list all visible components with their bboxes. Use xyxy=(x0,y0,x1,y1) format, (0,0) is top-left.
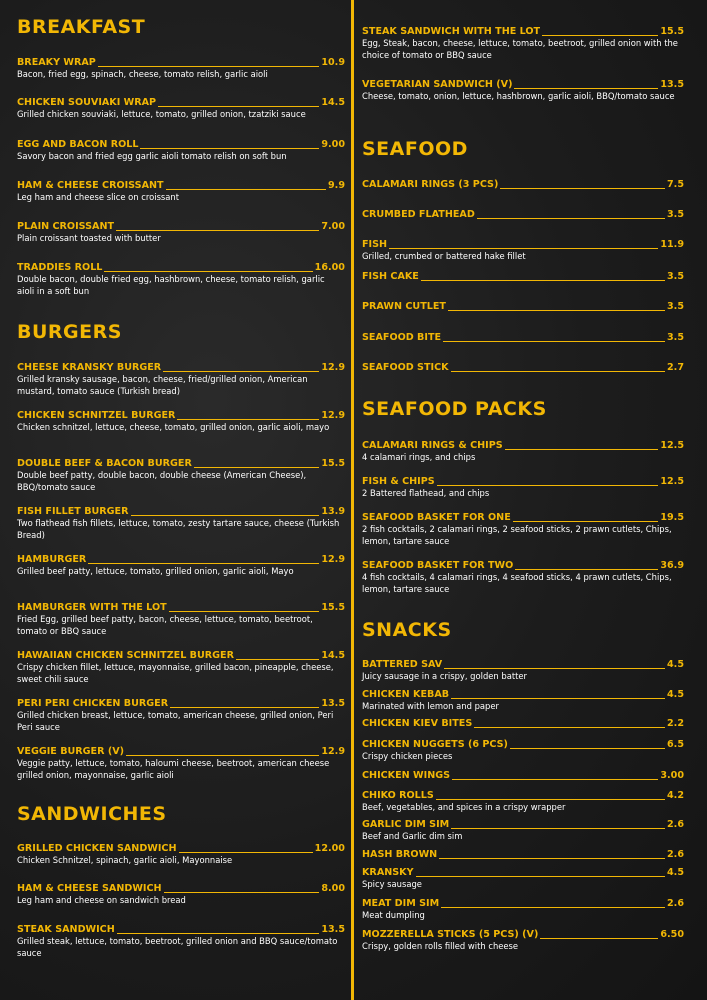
menu-item-header xyxy=(362,511,684,523)
item-name: HAM & CHEESE SANDWICH xyxy=(17,883,162,895)
leader-line xyxy=(505,449,659,450)
item-name: CHICKEN KEBAB xyxy=(362,689,450,701)
leader-line xyxy=(98,66,320,67)
menu-item-chicken-schnitzel-burger xyxy=(17,409,345,434)
item-description: Crispy chicken pieces xyxy=(362,751,453,761)
item-description: 4 fish cocktails, 4 calamari rings, 4 seafood sticks, 4 prawn cutlets, Chips, lemon, tartare sauce xyxy=(362,572,672,594)
menu-item-fish-cake xyxy=(362,270,684,282)
item-name: DOUBLE BEEF & BACON BURGER xyxy=(17,458,192,470)
item-price: 10.9 xyxy=(321,57,345,69)
menu-item-header xyxy=(362,866,684,878)
item-description: Juicy sausage in a crispy, golden batter xyxy=(362,671,528,681)
menu-item-seafood-bite xyxy=(362,331,684,343)
leader-line xyxy=(477,218,665,219)
section-title-breakfast: BREAKFAST xyxy=(17,16,146,38)
item-name: EGG AND BACON ROLL xyxy=(17,139,139,151)
item-price: 12.5 xyxy=(660,440,684,452)
item-name: VEGETARIAN SANDWICH (V) xyxy=(362,79,513,91)
leader-line xyxy=(88,563,319,564)
item-name: SEAFOOD STICK xyxy=(362,362,449,374)
column-divider xyxy=(351,0,354,1000)
menu-item-header xyxy=(17,409,345,421)
leader-line xyxy=(474,727,665,728)
item-name: HASH BROWN xyxy=(362,849,438,861)
menu-item-header xyxy=(362,559,684,571)
leader-line xyxy=(179,852,313,853)
menu-item-header xyxy=(362,238,684,250)
item-description: Cheese, tomato, onion, lettuce, hashbrown, garlic aioli, BBQ/tomato sauce xyxy=(362,91,675,101)
item-price: 2.6 xyxy=(667,819,684,831)
item-price: 2.6 xyxy=(667,849,684,861)
section-title-burgers: BURGERS xyxy=(17,321,122,343)
section-title-seafood: SEAFOOD xyxy=(362,138,468,160)
menu-item-header xyxy=(362,78,684,90)
item-price: 12.9 xyxy=(321,554,345,566)
item-description: Meat dumpling xyxy=(362,910,425,920)
item-price: 9.00 xyxy=(321,139,345,151)
item-price: 6.50 xyxy=(660,929,684,941)
item-description: 2 fish cocktails, 2 calamari rings, 2 seafood sticks, 2 prawn cutlets, Chips, lemon, tartare sauce xyxy=(362,524,672,546)
menu-item-header xyxy=(362,178,684,190)
menu-item-header xyxy=(362,688,684,700)
item-description: Chicken schnitzel, lettuce, cheese, tomato, grilled onion, garlic aioli, mayo xyxy=(17,422,330,432)
menu-item-header xyxy=(17,842,345,854)
menu-item-peri-peri-chicken-burger xyxy=(17,697,345,733)
leader-line xyxy=(421,280,665,281)
menu-item-calamari-rings-chips xyxy=(362,439,684,464)
item-name: FISH FILLET BURGER xyxy=(17,506,129,518)
item-name: CHIKO ROLLS xyxy=(362,790,434,802)
item-price: 3.5 xyxy=(667,301,684,313)
item-description: Beef and Garlic dim sim xyxy=(362,831,463,841)
item-name: CHICKEN KIEV BITES xyxy=(362,718,473,730)
menu-item-header xyxy=(17,361,345,373)
item-price: 13.5 xyxy=(321,698,345,710)
leader-line xyxy=(451,371,665,372)
menu-item-fish-chips xyxy=(362,475,684,500)
menu-item-ham-cheese-croissant xyxy=(17,179,345,204)
item-description: Veggie patty, lettuce, tomato, haloumi cheese, beetroot, american cheese grilled onion, mayonnaise, garlic aioli xyxy=(17,758,330,780)
item-price: 3.00 xyxy=(660,770,684,782)
menu-item-breaky-wrap xyxy=(17,56,345,81)
section-title-seafood-packs: SEAFOOD PACKS xyxy=(362,398,547,420)
leader-line xyxy=(443,341,665,342)
item-description: Egg, Steak, bacon, cheese, lettuce, tomato, beetroot, grilled onion with the choice of tomato or BBQ sauce xyxy=(362,38,678,60)
item-price: 3.5 xyxy=(667,209,684,221)
item-price: 15.5 xyxy=(321,458,345,470)
leader-line xyxy=(451,828,665,829)
menu-item-header xyxy=(17,457,345,469)
menu-item-header xyxy=(362,818,684,830)
menu-item-header xyxy=(362,300,684,312)
item-name: PLAIN CROISSANT xyxy=(17,221,115,233)
menu-item-header xyxy=(17,179,345,191)
item-price: 4.5 xyxy=(667,659,684,671)
leader-line xyxy=(177,419,319,420)
leader-line xyxy=(510,748,665,749)
leader-line xyxy=(131,515,320,516)
item-price: 4.5 xyxy=(667,867,684,879)
item-price: 3.5 xyxy=(667,271,684,283)
menu-item-header xyxy=(362,331,684,343)
menu-item-chicken-kebab xyxy=(362,688,684,713)
item-price: 4.2 xyxy=(667,790,684,802)
item-name: FISH & CHIPS xyxy=(362,476,435,488)
menu-item-header xyxy=(17,923,345,935)
item-price: 13.5 xyxy=(660,79,684,91)
item-price: 12.00 xyxy=(314,843,345,855)
menu-item-header xyxy=(17,220,345,232)
menu-item-header xyxy=(17,882,345,894)
item-price: 2.2 xyxy=(667,718,684,730)
item-price: 14.5 xyxy=(321,97,345,109)
menu-item-header xyxy=(17,745,345,757)
menu-item-chicken-nuggets-6-pcs xyxy=(362,738,684,763)
item-name: CALAMARI RINGS (3 PCS) xyxy=(362,179,499,191)
menu-item-header xyxy=(362,25,684,37)
item-name: PERI PERI CHICKEN BURGER xyxy=(17,698,169,710)
item-price: 12.9 xyxy=(321,410,345,422)
item-description: Grilled chicken breast, lettuce, tomato, american cheese, grilled onion, Peri Peri sauce xyxy=(17,710,334,732)
leader-line xyxy=(448,310,665,311)
item-name: SEAFOOD BASKET FOR TWO xyxy=(362,560,514,572)
item-price: 4.5 xyxy=(667,689,684,701)
leader-line xyxy=(166,189,326,190)
menu-item-header xyxy=(362,270,684,282)
item-price: 14.5 xyxy=(321,650,345,662)
menu-item-header xyxy=(17,601,345,613)
menu-item-header xyxy=(17,505,345,517)
leader-line xyxy=(437,485,659,486)
item-description: 4 calamari rings, and chips xyxy=(362,452,476,462)
leader-line xyxy=(416,876,665,877)
menu-item-chicken-kiev-bites xyxy=(362,717,684,729)
leader-line xyxy=(117,933,320,934)
menu-item-header xyxy=(17,649,345,661)
leader-line xyxy=(436,799,665,800)
item-description: Leg ham and cheese slice on croissant xyxy=(17,192,180,202)
menu-item-chicken-wings xyxy=(362,769,684,781)
item-description: Plain croissant toasted with butter xyxy=(17,233,161,243)
leader-line xyxy=(514,88,658,89)
leader-line xyxy=(236,659,319,660)
menu-item-header xyxy=(17,96,345,108)
menu-item-chiko-rolls xyxy=(362,789,684,814)
item-description: Fried Egg, grilled beef patty, bacon, cheese, lettuce, tomato, beetroot, tomato or BBQ sauce xyxy=(17,614,313,636)
item-name: TRADDIES ROLL xyxy=(17,262,103,274)
item-description: Two flathead fish fillets, lettuce, tomato, zesty tartare sauce, cheese (Turkish Bread) xyxy=(17,518,340,540)
menu-item-header xyxy=(362,928,684,940)
menu-item-seafood-basket-for-one xyxy=(362,511,684,547)
menu-item-fish xyxy=(362,238,684,263)
item-name: MOZZERELLA STICKS (5 PCS) (V) xyxy=(362,929,539,941)
item-name: FISH CAKE xyxy=(362,271,419,283)
menu-item-header xyxy=(362,769,684,781)
item-price: 8.00 xyxy=(321,883,345,895)
menu-item-header xyxy=(362,717,684,729)
menu-item-battered-sav xyxy=(362,658,684,683)
item-price: 36.9 xyxy=(660,560,684,572)
item-name: STEAK SANDWICH xyxy=(17,924,115,936)
leader-line xyxy=(126,755,319,756)
leader-line xyxy=(104,271,312,272)
leader-line xyxy=(158,106,319,107)
item-description: Grilled chicken souviaki, lettuce, tomato, grilled onion, tzatziki sauce xyxy=(17,109,306,119)
menu-item-header xyxy=(362,658,684,670)
item-description: Savory bacon and fried egg garlic aioli tomato relish on soft bun xyxy=(17,151,287,161)
item-description: Crispy, golden rolls filled with cheese xyxy=(362,941,519,951)
section-title-sandwiches: SANDWICHES xyxy=(17,803,167,825)
menu-item-chicken-souviaki-wrap xyxy=(17,96,345,121)
menu-item-mozzerella-sticks-5-pcs-v xyxy=(362,928,684,953)
item-description: Grilled, crumbed or battered hake fillet xyxy=(362,251,526,261)
item-price: 13.5 xyxy=(321,924,345,936)
item-price: 6.5 xyxy=(667,739,684,751)
leader-line xyxy=(540,938,658,939)
leader-line xyxy=(451,698,665,699)
item-name: HAMBURGER xyxy=(17,554,87,566)
item-price: 11.9 xyxy=(660,239,684,251)
item-name: VEGGIE BURGER (V) xyxy=(17,746,125,758)
menu-item-garlic-dim-sim xyxy=(362,818,684,843)
item-description: Spicy sausage xyxy=(362,879,422,889)
menu-item-header xyxy=(362,897,684,909)
item-price: 12.9 xyxy=(321,746,345,758)
item-name: HAMBURGER WITH THE LOT xyxy=(17,602,167,614)
menu-item-steak-sandwich xyxy=(17,923,345,959)
leader-line xyxy=(515,569,658,570)
menu-item-header xyxy=(17,56,345,68)
item-description: Grilled steak, lettuce, tomato, beetroot, grilled onion and BBQ sauce/tomato sauce xyxy=(17,936,338,958)
item-name: HAWAIIAN CHICKEN SCHNITZEL BURGER xyxy=(17,650,234,662)
menu-item-ham-cheese-sandwich xyxy=(17,882,345,907)
item-name: CRUMBED FLATHEAD xyxy=(362,209,475,221)
item-name: CHEESE KRANSKY BURGER xyxy=(17,362,162,374)
menu-item-header xyxy=(17,138,345,150)
item-description: Double beef patty, double bacon, double cheese (American Cheese), BBQ/tomato sauce xyxy=(17,470,307,492)
item-name: CALAMARI RINGS & CHIPS xyxy=(362,440,503,452)
item-name: SEAFOOD BITE xyxy=(362,332,442,344)
menu-item-header xyxy=(17,697,345,709)
menu-item-header xyxy=(362,738,684,750)
leader-line xyxy=(194,467,319,468)
menu-item-grilled-chicken-sandwich xyxy=(17,842,345,867)
menu-item-cheese-kransky-burger xyxy=(17,361,345,397)
item-price: 13.9 xyxy=(321,506,345,518)
item-name: SEAFOOD BASKET FOR ONE xyxy=(362,512,511,524)
menu-item-hash-brown xyxy=(362,848,684,860)
item-name: GRILLED CHICKEN SANDWICH xyxy=(17,843,177,855)
section-title-snacks: SNACKS xyxy=(362,619,452,641)
item-name: PRAWN CUTLET xyxy=(362,301,446,313)
menu-item-seafood-basket-for-two xyxy=(362,559,684,595)
item-price: 15.5 xyxy=(660,26,684,38)
menu-item-header xyxy=(362,439,684,451)
menu-item-vegetarian-sandwich-v xyxy=(362,78,684,103)
leader-line xyxy=(513,521,659,522)
menu-item-header xyxy=(362,848,684,860)
leader-line xyxy=(452,779,658,780)
item-description: Crispy chicken fillet, lettuce, mayonnaise, grilled bacon, pineapple, cheese, sweet chili sauce xyxy=(17,662,334,684)
item-name: MEAT DIM SIM xyxy=(362,898,440,910)
leader-line xyxy=(170,707,319,708)
menu-item-header xyxy=(362,475,684,487)
item-price: 16.00 xyxy=(314,262,345,274)
leader-line xyxy=(169,611,320,612)
item-price: 9.9 xyxy=(328,180,345,192)
leader-line xyxy=(441,907,665,908)
menu-item-seafood-stick xyxy=(362,361,684,373)
item-price: 3.5 xyxy=(667,332,684,344)
menu-item-traddies-roll xyxy=(17,261,345,297)
item-description: Leg ham and cheese on sandwich bread xyxy=(17,895,186,905)
item-description: Grilled kransky sausage, bacon, cheese, fried/grilled onion, American mustard, tomato sauce (Turkish bread) xyxy=(17,374,308,396)
menu-item-header xyxy=(17,261,345,273)
menu-item-fish-fillet-burger xyxy=(17,505,345,541)
leader-line xyxy=(500,188,665,189)
item-name: BATTERED SAV xyxy=(362,659,443,671)
item-price: 2.7 xyxy=(667,362,684,374)
item-price: 7.00 xyxy=(321,221,345,233)
item-description: Marinated with lemon and paper xyxy=(362,701,499,711)
item-price: 7.5 xyxy=(667,179,684,191)
item-name: KRANSKY xyxy=(362,867,414,879)
item-description: Bacon, fried egg, spinach, cheese, tomato relish, garlic aioli xyxy=(17,69,268,79)
leader-line xyxy=(439,858,665,859)
item-description: Chicken Schnitzel, spinach, garlic aioli, Mayonnaise xyxy=(17,855,233,865)
item-name: CHICKEN SOUVIAKI WRAP xyxy=(17,97,157,109)
menu-item-hawaiian-chicken-schnitzel-burger xyxy=(17,649,345,685)
menu-item-header xyxy=(17,553,345,565)
leader-line xyxy=(140,148,319,149)
item-name: CHICKEN NUGGETS (6 PCS) xyxy=(362,739,508,751)
item-description: Double bacon, double fried egg, hashbrown, cheese, tomato relish, garlic aioli in a soft bun xyxy=(17,274,325,296)
item-name: CHICKEN SCHNITZEL BURGER xyxy=(17,410,176,422)
item-name: CHICKEN WINGS xyxy=(362,770,451,782)
item-name: HAM & CHEESE CROISSANT xyxy=(17,180,164,192)
menu-item-calamari-rings-3-pcs xyxy=(362,178,684,190)
leader-line xyxy=(542,35,658,36)
item-description: Grilled beef patty, lettuce, tomato, grilled onion, garlic aioli, Mayo xyxy=(17,566,294,576)
leader-line xyxy=(164,892,320,893)
menu-item-hamburger-with-the-lot xyxy=(17,601,345,637)
item-price: 15.5 xyxy=(321,602,345,614)
menu-item-meat-dim-sim xyxy=(362,897,684,922)
item-description: 2 Battered flathead, and chips xyxy=(362,488,490,498)
item-price: 19.5 xyxy=(660,512,684,524)
item-price: 2.6 xyxy=(667,898,684,910)
menu-item-steak-sandwich-with-the-lot xyxy=(362,25,684,61)
menu-item-veggie-burger-v xyxy=(17,745,345,781)
item-name: GARLIC DIM SIM xyxy=(362,819,450,831)
item-price: 12.9 xyxy=(321,362,345,374)
menu-item-egg-and-bacon-roll xyxy=(17,138,345,163)
menu-item-double-beef-bacon-burger xyxy=(17,457,345,493)
menu-item-plain-croissant xyxy=(17,220,345,245)
leader-line xyxy=(116,230,319,231)
item-name: STEAK SANDWICH WITH THE LOT xyxy=(362,26,541,38)
menu-item-kransky xyxy=(362,866,684,891)
item-description: Beef, vegetables, and spices in a crispy wrapper xyxy=(362,802,566,812)
leader-line xyxy=(389,248,658,249)
item-name: FISH xyxy=(362,239,388,251)
item-name: BREAKY WRAP xyxy=(17,57,96,69)
menu-item-prawn-cutlet xyxy=(362,300,684,312)
menu-item-crumbed-flathead xyxy=(362,208,684,220)
leader-line xyxy=(163,371,319,372)
menu-item-header xyxy=(362,208,684,220)
leader-line xyxy=(444,668,665,669)
menu-item-header xyxy=(362,789,684,801)
menu-item-header xyxy=(362,361,684,373)
menu-item-hamburger xyxy=(17,553,345,578)
item-price: 12.5 xyxy=(660,476,684,488)
